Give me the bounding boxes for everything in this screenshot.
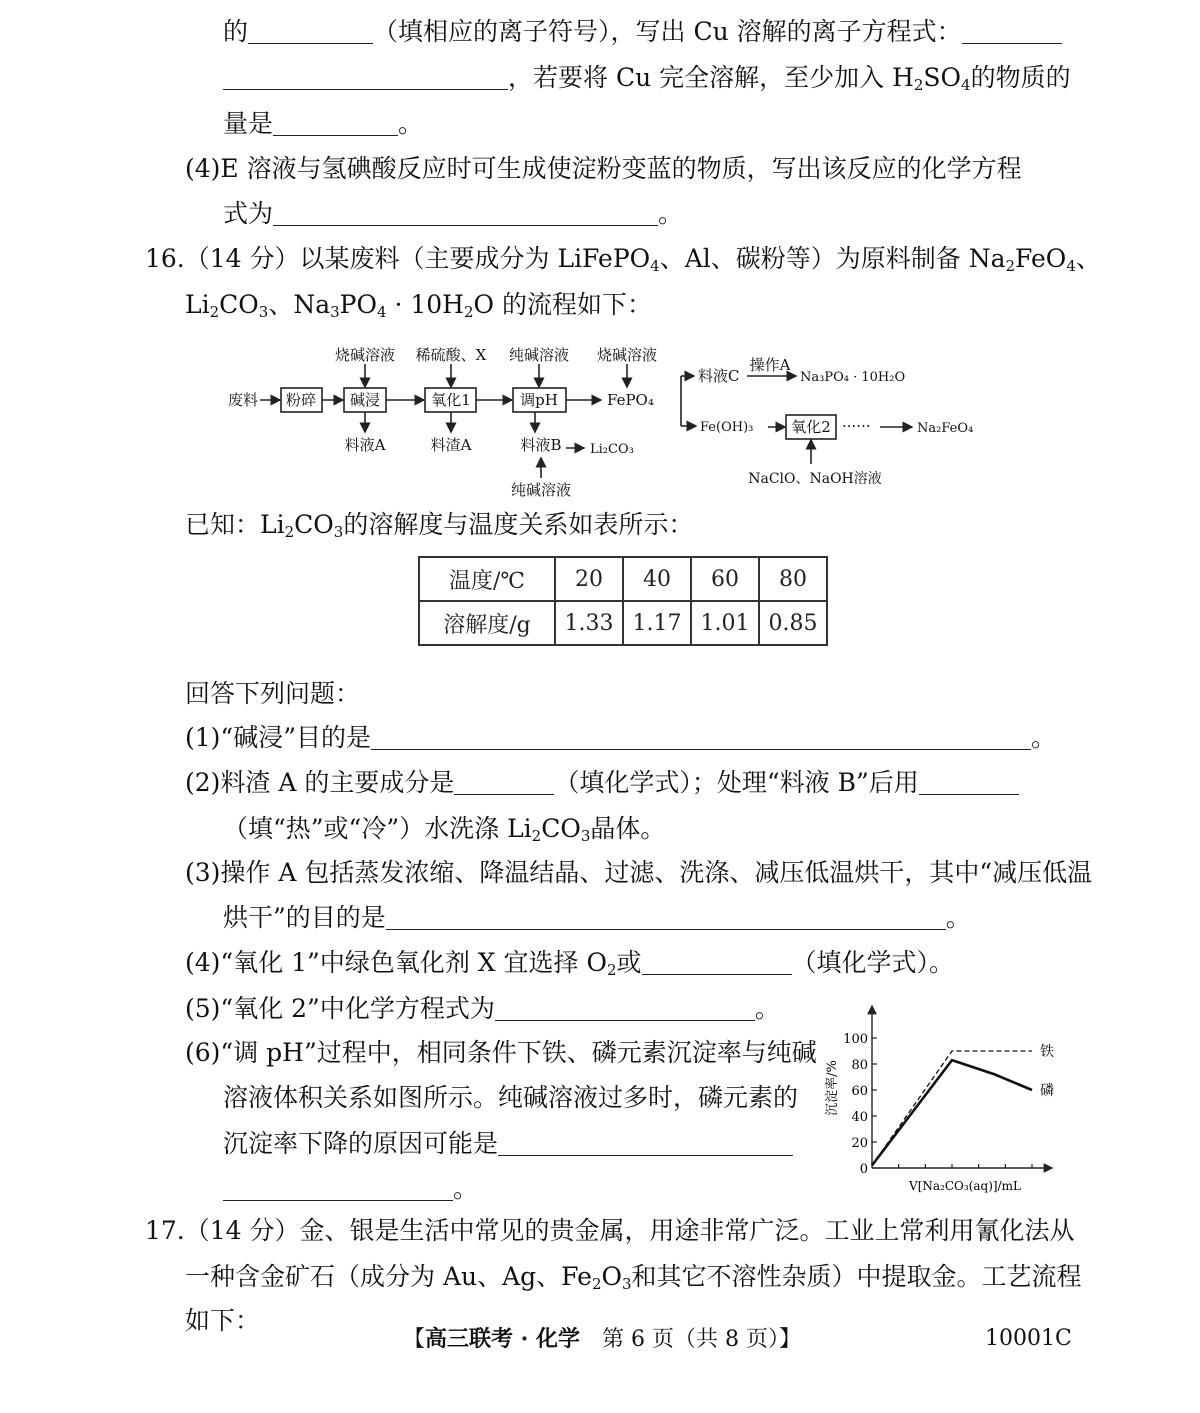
q15-line-2: ，若要将 Cu 完全溶解，至少加入 $H_2SO_4$的物质的 [223,62,1071,94]
page-footer: 【高三联考 · 化学 第 6 页（共 8 页）】 [403,1326,801,1352]
product-label: Li₂CO₃ [590,442,634,457]
q15-line-1: 的 （填相应的离子符号），写出 Cu 溶解的离子方程式： [223,16,1062,48]
step-box-label: 调pH [520,391,558,409]
sub-question-2-line-1: (2)料渣 A 的主要成分是 （填化学式）；处理“料液 B”后用 [185,767,1019,799]
q16-stem-line-1: 16.（14 分）以某废料（主要成分为 LiFePO$_4$、Al、碳粉等）为原料制备 $Na_2FeO_4$、 [145,244,1101,275]
q15-sub4-line-1: (4)E 溶液与氢碘酸反应时可生成使淀粉变蓝的物质，写出该反应的化学方程 [185,154,1022,183]
sub-question-3-line-2: 烘干”的目的是 。 [223,903,971,932]
table-row-header: 温度/℃ [419,557,555,601]
ellipsis: ······ [842,417,871,435]
y-axis-label: 沉淀率/% [825,1060,840,1116]
x-axis-label: V[Na₂CO₃(aq)]/mL [909,1179,1021,1193]
operation-a-label: 操作A [749,356,791,374]
y-tick-label: 40 [851,1110,868,1125]
table-cell: 80 [759,557,827,601]
liquid-c-label: 料液C [698,367,740,385]
table-cell: 0.85 [759,601,827,645]
q17-stem-line-1: 17.（14 分）金、银是生活中常见的贵金属，用途非常广泛。工业上常利用氰化法从 [145,1216,1075,1245]
q17-stem-line-3: 如下： [185,1306,261,1335]
output-label: 料液A [344,436,386,454]
sub-question-4: (4)“氧化 1”中绿色氧化剂 X 宜选择 $O_2$或 （填化学式）。 [185,948,955,979]
output-label: 料液B [520,436,562,454]
answer-blank[interactable] [223,1174,453,1201]
answer-blank[interactable] [371,723,1031,750]
y-tick-label: 60 [851,1084,868,1099]
sub-question-3-line-1: (3)操作 A 包括蒸发浓缩、降温结晶、过滤、洗涤、减压低温烘干，其中“减压低温 [185,858,1093,887]
reagent-label: 稀硫酸、X [415,346,487,364]
table-row-header: 溶解度/g [419,601,555,645]
reagent-label: 烧碱溶液 [596,346,658,364]
answer-blank[interactable] [919,768,1019,795]
reagent-label: 纯碱溶液 [510,481,572,499]
table-row [419,601,827,645]
step-box-label: 氧化2 [791,418,831,436]
q16-stem-line-2: $Li_2CO_3$、$Na_3PO_4 \cdot 10H_2O$ 的流程如下： [185,290,652,321]
reagent-label: 烧碱溶液 [334,346,396,364]
table-cell: 20 [555,557,623,601]
table-row [419,557,827,601]
raw-material-label: 废料 [227,391,259,409]
solubility-table [418,556,828,646]
sub-question-5: (5)“氧化 2”中化学方程式为 。 [185,994,780,1023]
product-label: Na₂FeO₄ [917,421,974,436]
series-line-2 [872,1060,1032,1165]
step-box-label: 粉碎 [285,391,317,409]
table-cell: 40 [623,557,691,601]
answer-blank[interactable] [642,948,792,975]
reagent-label: 纯碱溶液 [508,346,570,364]
y-tick-label: 0 [859,1162,868,1177]
sub-question-2-line-2: （填“热”或“冷”）水洗涤 $Li_2CO_3$晶体。 [223,814,666,845]
answer-intro: 回答下列问题： [185,679,361,708]
answer-blank[interactable] [386,903,946,930]
sub-question-6-line-1: (6)“调 pH”过程中，相同条件下铁、磷元素沉淀率与纯碱 [185,1038,817,1067]
q15-line-3: 量是 。 [223,109,424,138]
table-cell: 1.17 [623,601,691,645]
series-label: 铁 [1040,1044,1054,1060]
series-line-1 [872,1051,1032,1165]
answer-blank[interactable] [454,768,554,795]
y-tick-label: 80 [851,1058,868,1073]
output-label: 料渣A [430,436,472,454]
known-solubility-line: 已知：$Li_2CO_3$的溶解度与温度关系如表所示： [185,510,694,541]
feoh3-label: Fe(OH)₃ [700,420,754,435]
table-cell: 1.33 [555,601,623,645]
intermediate-label: FePO₄ [607,391,654,409]
answer-blank[interactable] [498,1129,793,1156]
sub-question-6-line-4: 。 [223,1173,478,1205]
step-box-label: 碱浸 [349,391,381,409]
q17-stem-line-2: 一种含金矿石（成分为 Au、Ag、$Fe_2O_3$和其它不溶性杂质）中提取金。工艺流程 [185,1262,1082,1293]
table-cell: 1.01 [691,601,759,645]
step-box-label: 氧化1 [431,391,471,409]
y-tick-label: 20 [851,1136,868,1151]
q15-sub4-line-2: 式为 。 [223,199,684,228]
series-label: 磷 [1040,1083,1054,1099]
precipitation-rate-chart [820,1000,1070,1200]
sub-question-1: (1)“碱浸”目的是 。 [185,723,1056,752]
exam-code: 10001C [985,1326,1072,1351]
answer-blank[interactable] [495,994,755,1021]
sub-question-6-line-2: 溶液体积关系如图所示。纯碱溶液过多时，磷元素的 [223,1083,799,1112]
product-label: Na₃PO₄ · 10H₂O [800,370,906,385]
sub-question-6-line-3: 沉淀率下降的原因可能是 [223,1128,793,1160]
table-cell: 60 [691,557,759,601]
reagent-label: NaClO、NaOH溶液 [748,471,882,487]
process-flow-diagram [0,0,1200,520]
y-tick-label: 100 [843,1032,868,1047]
